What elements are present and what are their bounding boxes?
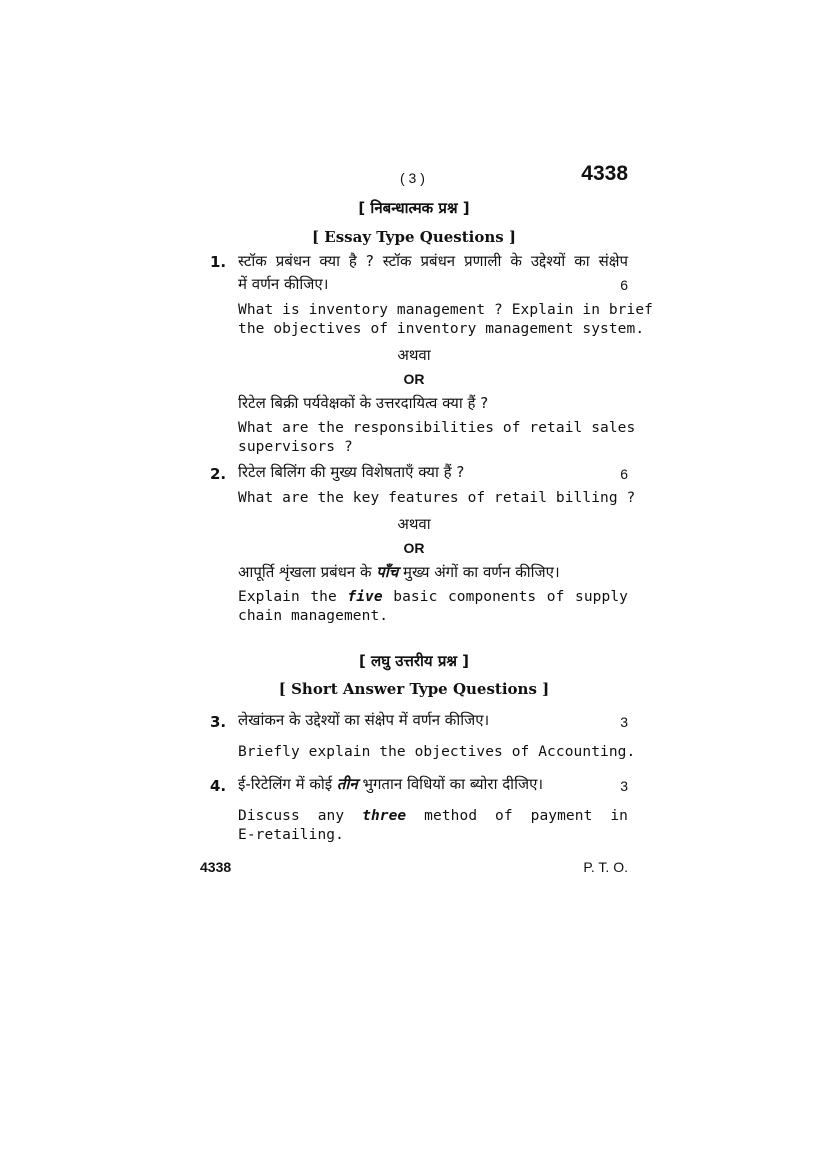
question-2-alt-hindi-pre: आपूर्ति शृंखला प्रबंधन के (238, 563, 377, 581)
question-2-alt-hindi (238, 562, 628, 582)
question-2-marks: 6 (620, 466, 628, 482)
question-2-hindi: रिटेल बिलिंग की मुख्य विशेषताएँ क्या हैं ? (238, 463, 465, 481)
essay-heading-english: [ Essay Type Questions ] (311, 228, 517, 246)
question-4-hindi-bold: तीन (336, 775, 358, 793)
question-2-number: 2. (210, 465, 227, 483)
short-heading-english: [ Short Answer Type Questions ] (278, 680, 550, 698)
question-1-or-hindi: अथवा (397, 346, 431, 364)
question-2-english: What are the key features of retail billing ? (238, 490, 636, 506)
question-2-alt-english-line1 (238, 589, 628, 605)
question-4-english-bold: three (362, 808, 407, 824)
question-2-alt-english-bold: five (347, 589, 383, 605)
question-2-alt-hindi-post: मुख्य अंगों का वर्णन कीजिए। (398, 563, 560, 581)
question-4-english-line1 (238, 808, 628, 824)
short-heading-hindi: [ लघु उत्तरीय प्रश्न ] (358, 652, 470, 670)
question-3-hindi: लेखांकन के उद्देश्यों का संक्षेप में वर्णन कीजिए। (238, 711, 490, 729)
question-4-english-post: method of payment in (406, 808, 628, 824)
question-1-alt-hindi: रिटेल बिक्री पर्यवेक्षकों के उत्तरदायित्व क्या हैं ? (238, 394, 489, 412)
question-4-english-pre: Discuss any (238, 808, 363, 824)
question-2-alt-english-line2: chain management. (238, 608, 389, 624)
question-1-hindi-line1: स्टॉक प्रबंधन क्या है ? स्टॉक प्रबंधन प्रणाली के उद्देश्यों का संक्षेप (238, 252, 628, 270)
please-turn-over: P. T. O. (583, 859, 628, 875)
question-3-number: 3. (210, 713, 227, 731)
question-2-alt-english-pre: Explain the (238, 589, 348, 605)
question-4-hindi (238, 774, 590, 794)
question-1-alt-english-line1: What are the responsibilities of retail sales (238, 420, 636, 436)
question-1-marks: 6 (620, 277, 628, 293)
question-1-hindi-line2: में वर्णन कीजिए। (238, 275, 329, 293)
question-4-marks: 3 (620, 778, 628, 794)
question-1-english-line1: What is inventory management ? Explain in brief (238, 302, 653, 318)
question-2-or-english: OR (403, 540, 425, 556)
question-3-english: Briefly explain the objectives of Accounting. (238, 744, 636, 760)
essay-heading-hindi: [ निबन्धात्मक प्रश्न ] (358, 199, 470, 217)
question-4-number: 4. (210, 777, 227, 795)
question-1-or-english: OR (403, 371, 425, 387)
question-3-marks: 3 (620, 714, 628, 730)
paper-code-footer: 4338 (200, 859, 232, 875)
question-1-number: 1. (210, 253, 227, 271)
question-2-or-hindi: अथवा (397, 515, 431, 533)
question-2-alt-hindi-bold: पाँच (376, 563, 399, 581)
paper-code-header: 4338 (581, 162, 628, 185)
question-1-english-line2: the objectives of inventory management system. (238, 321, 645, 337)
question-4-hindi-post: भुगतान विधियों का ब्योरा दीजिए। (357, 775, 544, 793)
question-4-english-line2: E-retailing. (238, 827, 344, 843)
question-2-alt-english-post: basic components of supply (382, 589, 628, 605)
page-number: ( 3 ) (400, 170, 425, 186)
question-1-alt-english-line2: supervisors ? (238, 439, 353, 455)
question-4-hindi-pre: ई-रिटेलिंग में कोई (238, 775, 337, 793)
